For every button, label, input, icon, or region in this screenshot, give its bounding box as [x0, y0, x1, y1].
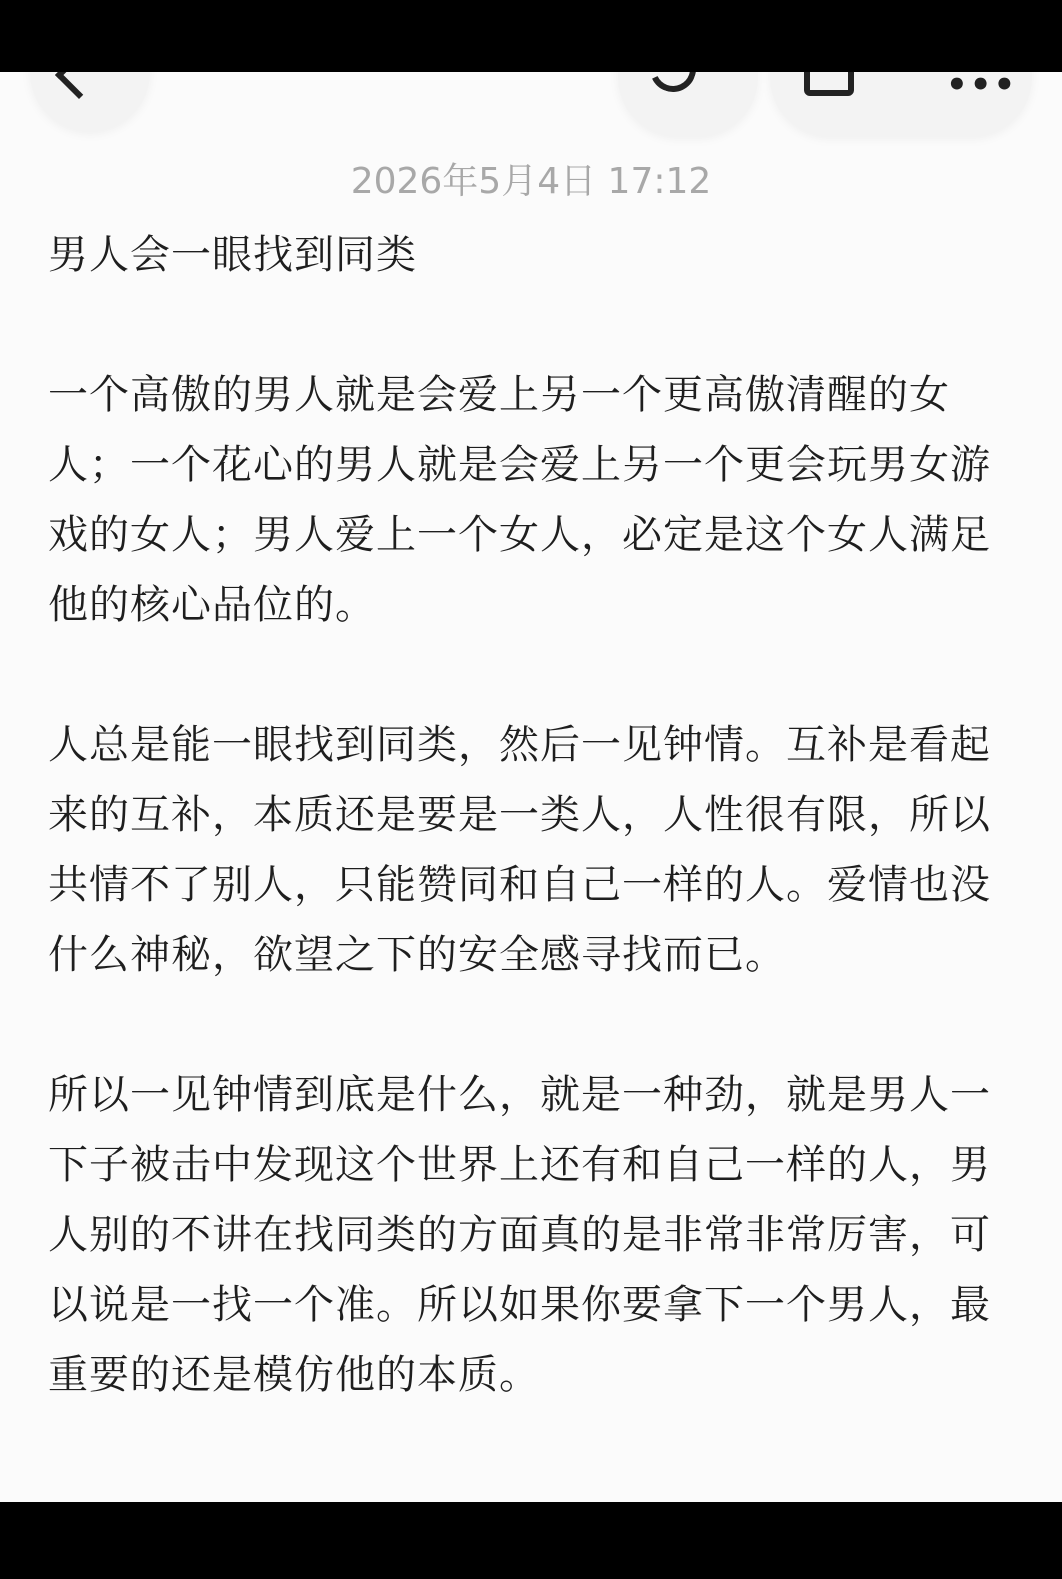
note-paragraph-1: 一个高傲的男人就是会爱上另一个更高傲清醒的女人；一个花心的男人就是会爱上另一个更会玩男女游戏的女人；男人爱上一个女人，必定是这个女人满足他的核心品位的。 [48, 372, 991, 628]
note-screen [0, 72, 1062, 1502]
note-timestamp: 2026年5月4日 17:12 [350, 161, 712, 202]
share-icon[interactable] [804, 72, 854, 96]
more-horizontal-icon[interactable]: ••• [946, 72, 1018, 105]
note-title: 男人会一眼找到同类 [48, 232, 417, 278]
note-paragraph-3: 所以一见钟情到底是什么，就是一种劲，就是男人一下子被击中发现这个世界上还有和自己一样的人，男人别的不讲在找同类的方面真的是非常非常厉害，可以说是一找一个准。所以如果你要拿下一个男人，最重要的还是模仿他的本质。 [48, 1072, 991, 1398]
note-body[interactable] [48, 220, 1008, 1480]
navigation-bar [0, 1502, 1062, 1579]
status-bar [0, 0, 1062, 72]
note-paragraph-2: 人总是能一眼找到同类，然后一见钟情。互补是看起来的互补，本质还是要是一类人，人性很有限，所以共情不了别人，只能赞同和自己一样的人。爱情也没什么神秘，欲望之下的安全感寻找而已。 [48, 722, 991, 978]
